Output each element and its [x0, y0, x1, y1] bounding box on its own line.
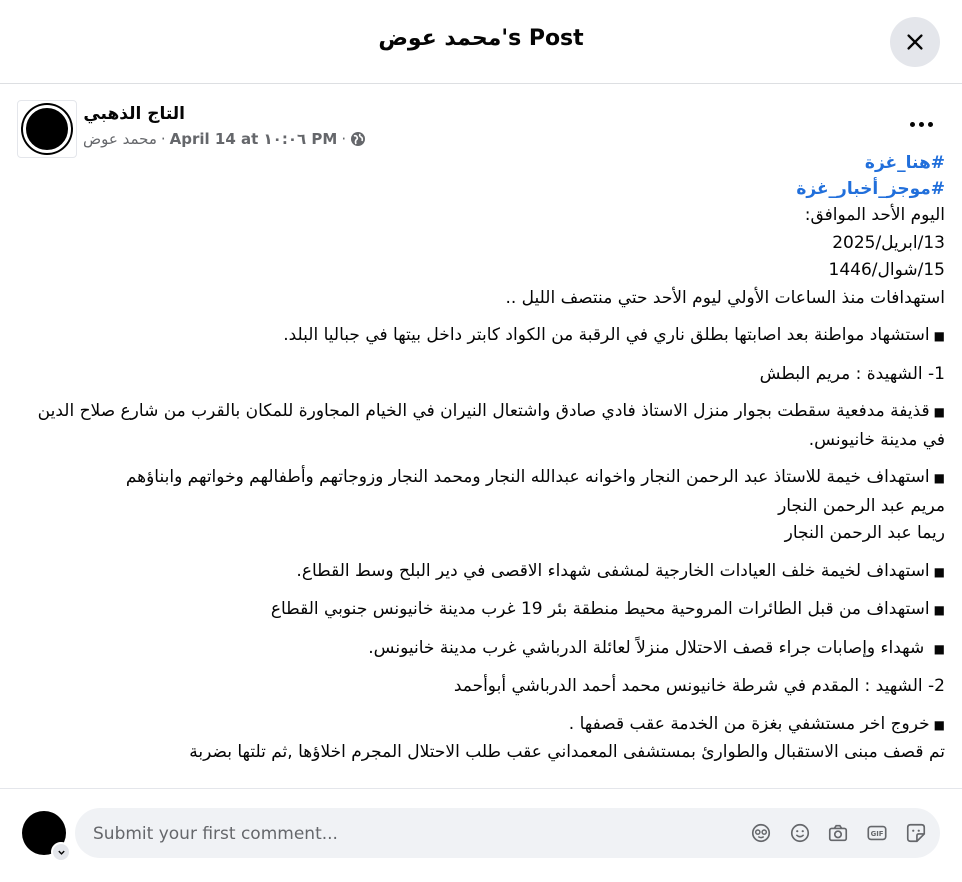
comment-box[interactable]: [75, 808, 940, 858]
globe-icon: [350, 131, 366, 147]
page-name-link[interactable]: التاج الذهبي: [83, 104, 185, 124]
more-icon: [910, 122, 915, 127]
close-icon: [904, 31, 926, 53]
body-line: اليوم الأحد الموافق:: [804, 205, 945, 225]
bullet-icon: ■: [933, 329, 945, 343]
hashtag-link[interactable]: #هنا_غزة: [864, 153, 945, 173]
post-timestamp[interactable]: April 14 at ١٠:٠٦ PM: [169, 130, 338, 148]
body-line: 13/ابريل/2025: [832, 232, 945, 253]
bullet-icon: ■: [933, 641, 945, 656]
body-line: ■استشهاد مواطنة بعد اصابتها بطلق ناري في الرقبة من الكواد كابتر داخل بيتها في جباليا البلد.: [283, 325, 945, 345]
body-line: ■خروج اخر مستشفي بغزة من الخدمة عقب قصفها .: [568, 713, 945, 734]
body-line: ريما عبد الرحمن النجار: [784, 523, 945, 543]
body-line: ■استهداف خيمة للاستاذ عبد الرحمن النجار واخوانه عبدالله النجار ومحمد النجار وزوجاتهم وأطفالهم وخواتهم وابناؤهم: [125, 467, 945, 487]
bullet-icon: ■: [933, 405, 945, 419]
sticker-icon[interactable]: [904, 822, 928, 844]
body-line: استهدافات منذ الساعات الأولي ليوم الأحد حتي منتصف الليل ..: [505, 287, 945, 308]
body-line: ■ شهداء وإصابات جراء قصف الاحتلال منزلاً لعائلة الدرباشي غرب مدينة خانيونس.: [368, 637, 945, 658]
post: [0, 84, 962, 788]
camera-icon[interactable]: [826, 822, 850, 844]
comment-input[interactable]: [91, 808, 715, 860]
body-line: ■استهداف لخيمة خلف العيادات الخارجية لمشفى شهداء الاقصى في دير البلح وسط القطاع.: [296, 560, 945, 581]
body-line: 2- الشهيد : المقدم في شرطة خانيونس محمد أحمد الدرباشي أبوأحمد: [453, 676, 945, 696]
svg-text:GIF: GIF: [870, 830, 884, 839]
dialog-header: [0, 0, 962, 84]
hashtag-link[interactable]: #موجز_أخبار_غزة: [796, 179, 945, 199]
author-link[interactable]: محمد عوض: [83, 130, 157, 148]
avatar-sticker-icon[interactable]: [749, 822, 773, 844]
more-options-button[interactable]: [906, 112, 936, 136]
body-line: ■قذيفة مدفعية سقطت بجوار منزل الاستاذ فادي صادق واشتعال النيران في الخيام المجاورة للمكان بالقرب من شارع صلاح الدين في مدينة خانيونس.: [37, 401, 945, 450]
body-line: 1- الشهيدة : مريم البطش: [759, 363, 945, 384]
emoji-icon[interactable]: [788, 822, 812, 844]
body-line: تم قصف مبنى الاستقبال والطوارئ بمستشفى المعمداني عقب طلب الاحتلال المجرم اخلاؤها ,ثم تلتها بضربة: [189, 742, 945, 762]
post-meta: محمد عوض · April 14 at ١٠:٠٦ PM ·: [83, 130, 366, 148]
body-line: 15/شوال/1446: [828, 260, 945, 280]
bullet-icon: ■: [933, 564, 945, 579]
close-button[interactable]: [890, 17, 940, 67]
comment-composer: [0, 788, 962, 882]
post-body: [17, 150, 945, 767]
body-line: ■استهداف من قبل الطائرات المروحية محيط منطقة بئر 19 غرب مدينة خانيونس جنوبي القطاع: [270, 599, 945, 619]
gif-icon[interactable]: [865, 822, 889, 844]
bullet-icon: ■: [933, 717, 945, 732]
bullet-icon: ■: [933, 471, 945, 485]
dialog-title: محمد عوض's Post: [378, 26, 584, 51]
body-line: مريم عبد الرحمن النجار: [778, 495, 945, 516]
chevron-down-icon[interactable]: [51, 842, 71, 862]
bullet-icon: ■: [933, 603, 945, 617]
